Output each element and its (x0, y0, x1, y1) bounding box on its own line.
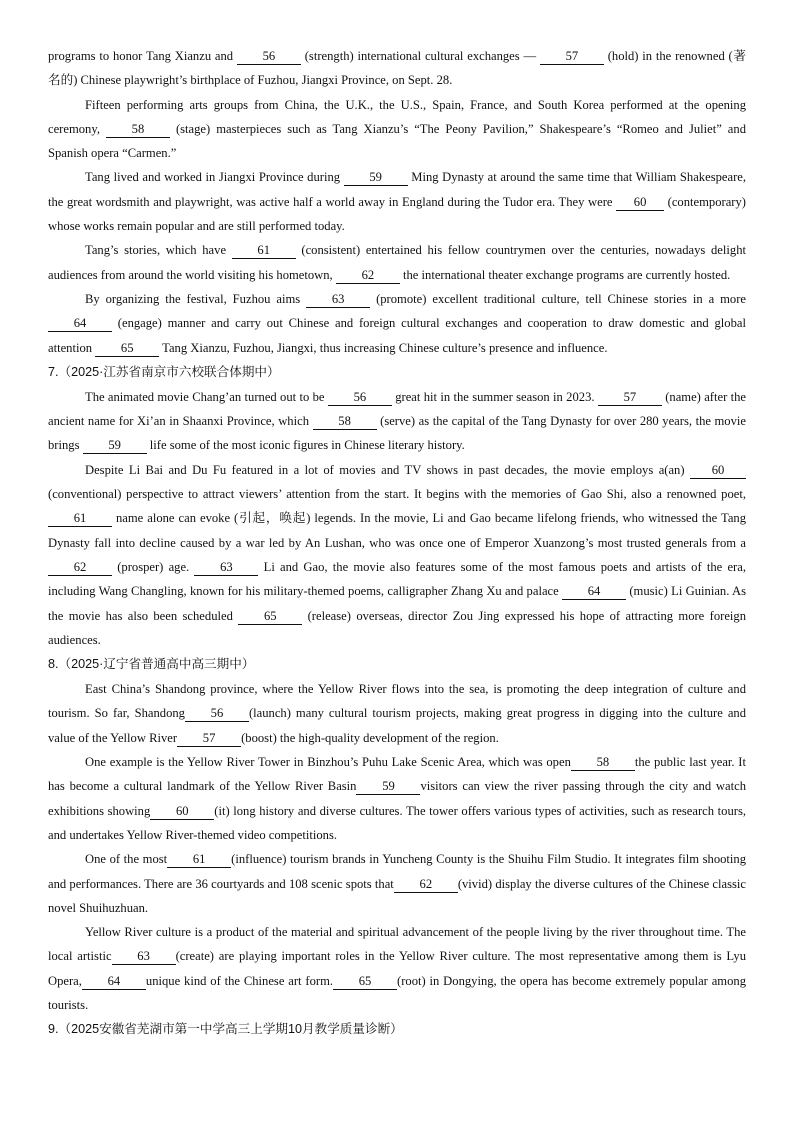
blank-63[interactable]: 63 (306, 292, 370, 308)
blank-57[interactable]: 57 (540, 49, 604, 65)
s6-paragraph-4 (48, 238, 746, 287)
blank-63[interactable]: 63 (112, 949, 176, 965)
blank-64[interactable]: 64 (48, 316, 112, 332)
section-7-heading: 7.（2025·江苏省南京市六校联合体期中） (48, 364, 280, 379)
text: (music) Li Guinian. As the movie has also been scheduled (48, 584, 746, 623)
blank-57[interactable]: 57 (177, 731, 241, 747)
blank-61[interactable]: 61 (232, 243, 296, 259)
s7-paragraph-1 (48, 385, 746, 458)
text: visitors can view the river passing through the city and watch exhibitions showing (48, 779, 746, 818)
text: Li and Gao, the movie also features some of the most famous poets and artists of the era, including Wang Changling, known for his military-themed poems, calligrapher Zhang Xu and palace (48, 559, 746, 599)
text: (contemporary) whose works remain popular and are still performed today. (48, 194, 746, 234)
text: the public last year. It has become a cultural landmark of the Yellow River Basin (48, 755, 746, 794)
text: programs to honor Tang Xianzu and (48, 49, 237, 63)
blank-58[interactable]: 58 (106, 122, 170, 138)
text: (strength) international cultural exchanges — (300, 49, 540, 63)
s8-paragraph-4 (48, 920, 746, 1017)
text: East China’s Shandong province, where the Yellow River flows into the sea, is promoting the deep integration of culture and tourism. So far, Shandong (48, 682, 746, 721)
text: (influence) tourism brands in Yuncheng County is the Shuihu Film Studio. It integrates film shooting and performances. There are 36 courtyards and 108 scenic spots that (48, 852, 747, 891)
text: (engage) manner and carry out Chinese and foreign cultural exchanges and cooperation to draw domestic and global attention (48, 316, 746, 355)
text: unique kind of the Chinese art form. (145, 973, 334, 988)
blank-59[interactable]: 59 (356, 779, 420, 795)
blank-56[interactable]: 56 (185, 706, 249, 722)
blank-60[interactable]: 60 (690, 463, 746, 479)
blank-63[interactable]: 63 (194, 560, 258, 576)
text: By organizing the festival, Fuzhou aims (85, 291, 307, 306)
s8-paragraph-2 (48, 750, 746, 847)
section-9-heading: 9.（2025安徽省芜湖市第一中学高三上学期10月教学质量诊断） (48, 1022, 403, 1037)
text: (consistent) entertained his fellow countrymen over the centuries, nowadays delight audiences from around the world visiting his hometown, (48, 243, 746, 282)
blank-64[interactable]: 64 (562, 584, 626, 600)
blank-64[interactable]: 64 (82, 974, 146, 990)
text: (promote) excellent traditional culture, tell Chinese stories in a more (370, 291, 746, 306)
text: life some of the most iconic figures in Chinese literary history. (146, 438, 465, 453)
blank-62[interactable]: 62 (394, 877, 458, 893)
text: Ming Dynasty at around the same time that William Shakespeare, the great wordsmith and playwright, was active half a world away in England during the Tudor era. They were (48, 170, 747, 209)
section-8-heading: 8.（2025·辽宁省普通高中高三期中） (48, 657, 255, 672)
text: name alone can evoke (引起，唤起) legends. In the movie, Li and Gao became lifelong friends, who witnessed the Tang Dynasty fall into decline caused by a war led by An Lushan, who was once one of Emperor Xuanzong’s most trusted generals from a (48, 511, 746, 550)
text: (root) in Dongying, the opera has become extremely popular among tourists. (48, 973, 746, 1012)
text: Despite Li Bai and Du Fu featured in a lot of movies and TV shows in past decades, the movie employs a(an) (85, 462, 690, 477)
s8-paragraph-1 (48, 677, 746, 750)
blank-65[interactable]: 65 (238, 609, 302, 625)
text: Tang Xianzu, Fuzhou, Jiangxi, thus increasing Chinese culture’s presence and influence. (159, 340, 608, 355)
text: (boost) the high-quality development of the region. (241, 730, 499, 745)
blank-62[interactable]: 62 (48, 560, 112, 576)
s6-paragraph-5 (48, 287, 746, 360)
text: (launch) many cultural tourism projects, making great progress in digging into the culture and value of the Yellow River (48, 706, 747, 745)
text: Tang lived and worked in Jiangxi Province during (85, 170, 344, 185)
text: Fifteen performing arts groups from China, the U.K., the U.S., Spain, France, and South Korea performed at the opening ceremony, (48, 97, 746, 136)
text: the international theater exchange programs are currently hosted. (399, 267, 731, 282)
blank-62[interactable]: 62 (336, 268, 400, 284)
blank-60[interactable]: 60 (150, 804, 214, 820)
text: (serve) as the capital of the Tang Dynasty for over 280 years, the movie brings (48, 414, 746, 453)
blank-58[interactable]: 58 (571, 755, 635, 771)
blank-61[interactable]: 61 (167, 852, 231, 868)
text: (stage) masterpieces such as Tang Xianzu’s “The Peony Pavilion,” Shakespeare’s “Romeo and Juliet” and Spanish opera “Carmen.” (48, 121, 746, 161)
blank-65[interactable]: 65 (333, 974, 397, 990)
document-page (48, 44, 746, 1042)
s6-paragraph-1 (48, 44, 746, 93)
s6-paragraph-2 (48, 93, 746, 166)
text: (it) long history and diverse cultures. The tower offers various types of activities, such as research tours, and undertakes Yellow River-themed video competitions. (48, 803, 746, 842)
text: (prosper) age. (112, 559, 195, 574)
text: The animated movie Chang’an turned out to be (85, 389, 328, 404)
blank-56[interactable]: 56 (328, 390, 392, 406)
text: great hit in the summer season in 2023. (391, 389, 598, 404)
text: Tang’s stories, which have (85, 243, 232, 258)
s6-paragraph-3 (48, 165, 746, 238)
text: (release) overseas, director Zou Jing expressed his hope of attracting more foreign audiences. (48, 608, 746, 647)
text: (vivid) display the diverse cultures of the Chinese classic novel Shuihuzhuan. (48, 876, 747, 915)
text: One example is the Yellow River Tower in Binzhou’s Puhu Lake Scenic Area, which was open (85, 755, 571, 770)
text: Yellow River culture is a product of the material and spiritual advancement of the people living by the river throughout time. The local artistic (48, 925, 746, 964)
blank-59[interactable]: 59 (344, 170, 408, 186)
text: (hold) in the renowned (著名的) Chinese playwright’s birthplace of Fuzhou, Jiangxi Province, on Sept. 28. (48, 49, 746, 88)
blank-56[interactable]: 56 (237, 49, 301, 65)
blank-60[interactable]: 60 (616, 195, 664, 211)
s8-paragraph-3 (48, 847, 746, 920)
blank-58[interactable]: 58 (313, 414, 377, 430)
blank-59[interactable]: 59 (83, 438, 147, 454)
blank-61[interactable]: 61 (48, 511, 112, 527)
text: (name) after the ancient name for Xi’an in Shaanxi Province, which (48, 389, 746, 429)
text: One of the most (85, 852, 168, 867)
s7-paragraph-2 (48, 458, 746, 652)
blank-57[interactable]: 57 (598, 390, 662, 406)
blank-65[interactable]: 65 (95, 341, 159, 357)
text: (conventional) perspective to attract viewers’ attention from the start. It begins with the memories of Gao Shi, also a renowned poet, (48, 487, 746, 502)
text: (create) are playing important roles in the Yellow River culture. The most representative among them is Lyu Opera, (48, 949, 746, 988)
